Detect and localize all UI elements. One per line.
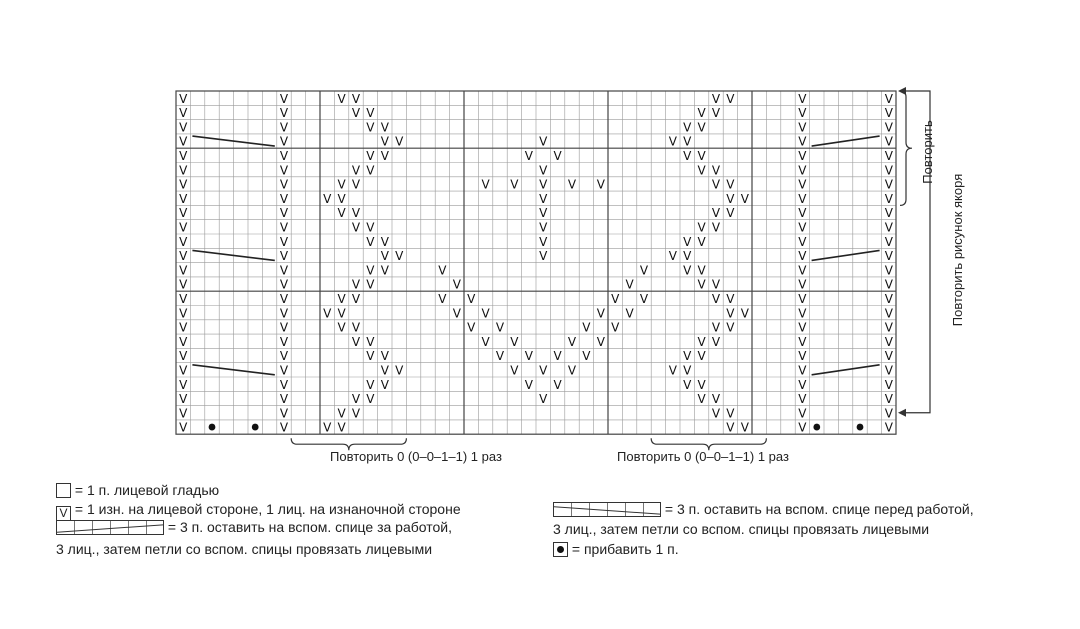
purl-symbol: V: [711, 392, 721, 407]
purl-symbol: V: [798, 420, 807, 435]
purl-symbol: V: [884, 334, 893, 349]
purl-symbol: V: [697, 234, 706, 249]
purl-symbol: V: [539, 163, 548, 178]
purl-symbol: V: [380, 263, 389, 278]
purl-symbol: V: [668, 134, 677, 149]
purl-symbol: V: [711, 320, 721, 335]
purl-symbol: V: [697, 334, 706, 349]
purl-symbol: V: [179, 406, 188, 421]
purl-symbol: V: [726, 292, 735, 306]
purl-symbol: V: [582, 320, 591, 335]
purl-symbol: V: [740, 420, 749, 435]
purl-symbol: V: [179, 120, 188, 135]
purl-symbol: V: [279, 149, 289, 163]
purl-symbol: V: [726, 406, 735, 421]
purl-symbol: V: [798, 377, 807, 392]
purl-symbol: V: [179, 363, 188, 378]
purl-symbol: V: [179, 334, 188, 349]
purl-symbol: V: [798, 220, 807, 235]
purl-symbol: V: [798, 406, 807, 421]
purl-symbol: V: [553, 377, 562, 392]
purl-symbol: V: [697, 349, 706, 364]
purl-symbol: V: [366, 392, 375, 407]
purl-symbol: V: [179, 292, 188, 306]
purl-symbol: V: [611, 320, 620, 335]
purl-symbol: V: [279, 249, 289, 264]
purl-symbol: V: [884, 234, 893, 249]
purl-symbol: V: [884, 392, 893, 407]
purl-symbol: V: [884, 206, 893, 221]
purl-symbol: V: [697, 377, 706, 392]
purl-symbol: V: [337, 406, 346, 421]
purl-symbol: V: [596, 306, 605, 321]
purl-symbol: V: [884, 220, 893, 235]
purl-symbol: V: [337, 306, 346, 321]
legend-increase-text: = прибавить 1 п.: [571, 541, 679, 557]
increase-symbol: [813, 424, 820, 431]
purl-symbol: V: [279, 106, 289, 121]
repeat-label-side-short: Повторить: [920, 120, 935, 184]
purl-symbol: V: [524, 377, 533, 392]
purl-symbol: V: [726, 191, 735, 206]
purl-symbol: V: [798, 177, 807, 192]
purl-symbol: V: [366, 220, 375, 235]
purl-symbol: V: [366, 163, 375, 178]
purl-symbol: V: [279, 134, 289, 149]
purl-symbol: V: [884, 306, 893, 321]
purl-symbol: V: [279, 363, 289, 378]
purl-symbol: V: [279, 392, 289, 407]
repeat-label-side-long: Повторить рисунок якоря: [950, 173, 965, 327]
purl-symbol: V: [179, 420, 188, 435]
purl-symbol: V: [711, 206, 721, 221]
purl-symbol: V: [481, 177, 490, 192]
purl-symbol: V: [596, 177, 605, 192]
purl-symbol: V: [366, 334, 375, 349]
purl-symbol: V: [683, 120, 692, 135]
repeat-brace-side-short: [900, 91, 912, 205]
purl-symbol: V: [668, 249, 677, 264]
purl-symbol: V: [279, 334, 289, 349]
purl-symbol: V: [351, 206, 361, 221]
purl-symbol: V: [366, 149, 375, 163]
purl-symbol: V: [179, 163, 188, 178]
purl-symbol: V: [337, 91, 346, 106]
purl-symbol: V: [279, 306, 289, 321]
purl-symbol: V: [798, 363, 807, 378]
purl-symbol: V: [711, 292, 721, 306]
purl-symbol: V: [726, 91, 735, 106]
purl-stitch-icon: V: [56, 506, 71, 521]
purl-symbol: V: [726, 177, 735, 192]
purl-symbol: V: [179, 377, 188, 392]
legend-cable-back: [56, 518, 452, 536]
purl-symbol: V: [539, 363, 548, 378]
increase-symbol: [252, 424, 259, 431]
purl-symbol: V: [611, 292, 620, 306]
purl-symbol: V: [884, 277, 893, 292]
purl-symbol: V: [697, 120, 706, 135]
purl-symbol: V: [279, 349, 289, 364]
purl-symbol: V: [510, 177, 519, 192]
purl-symbol: V: [323, 306, 332, 321]
purl-symbol: V: [711, 406, 721, 421]
purl-symbol: V: [798, 392, 807, 407]
purl-symbol: V: [279, 377, 289, 392]
purl-symbol: V: [539, 220, 548, 235]
purl-symbol: V: [351, 406, 361, 421]
cable-back-icon: [56, 520, 164, 535]
purl-symbol: V: [467, 292, 476, 306]
purl-symbol: V: [539, 134, 548, 149]
purl-symbol: V: [697, 106, 706, 121]
purl-symbol: V: [711, 91, 721, 106]
purl-symbol: V: [798, 349, 807, 364]
purl-symbol: V: [467, 320, 476, 335]
purl-symbol: V: [495, 349, 505, 364]
purl-symbol: V: [452, 277, 461, 292]
purl-symbol: V: [539, 249, 548, 264]
purl-symbol: V: [884, 91, 893, 106]
purl-symbol: V: [884, 377, 893, 392]
purl-symbol: V: [279, 292, 289, 306]
purl-symbol: V: [798, 120, 807, 135]
purl-symbol: V: [798, 249, 807, 264]
purl-symbol: V: [380, 377, 389, 392]
purl-symbol: V: [639, 292, 649, 306]
arrow-head-top: [898, 87, 906, 95]
purl-symbol: V: [625, 277, 634, 292]
purl-symbol: V: [380, 234, 389, 249]
purl-symbol: V: [380, 349, 389, 364]
purl-symbol: V: [279, 177, 289, 192]
purl-symbol: V: [711, 106, 721, 121]
purl-symbol: V: [179, 249, 188, 264]
purl-symbol: V: [567, 363, 577, 378]
purl-symbol: V: [798, 306, 807, 321]
purl-symbol: V: [798, 206, 807, 221]
legend-increase: [553, 540, 679, 558]
repeat-label-bottom-right: Повторить 0 (0–0–1–1) 1 раз: [617, 449, 789, 464]
purl-symbol: V: [798, 106, 807, 121]
legend-knit-text: = 1 п. лицевой гладью: [74, 482, 220, 498]
legend-cable-front-text-1: = 3 п. оставить на вспом. спице перед работой,: [664, 501, 974, 517]
purl-symbol: V: [884, 292, 893, 306]
purl-symbol: V: [481, 306, 490, 321]
purl-symbol: V: [567, 177, 577, 192]
purl-symbol: V: [179, 277, 188, 292]
legend-knit: [56, 481, 219, 499]
purl-symbol: V: [351, 163, 361, 178]
purl-symbol: V: [279, 320, 289, 335]
purl-symbol: V: [884, 420, 893, 435]
purl-symbol: V: [697, 149, 706, 163]
purl-symbol: V: [711, 334, 721, 349]
purl-symbol: V: [337, 320, 346, 335]
purl-symbol: V: [740, 191, 749, 206]
purl-symbol: V: [539, 234, 548, 249]
increase-symbol: [209, 424, 216, 431]
purl-symbol: V: [524, 349, 533, 364]
purl-symbol: V: [452, 306, 461, 321]
purl-symbol: V: [337, 420, 346, 435]
purl-symbol: V: [683, 234, 692, 249]
arrow-head-bottom: [898, 409, 906, 417]
purl-symbol: V: [179, 220, 188, 235]
purl-symbol: V: [884, 177, 893, 192]
purl-symbol: V: [798, 149, 807, 163]
purl-symbol: V: [179, 134, 188, 149]
purl-symbol: V: [798, 263, 807, 278]
purl-symbol: V: [697, 263, 706, 278]
increase-symbol: [857, 424, 864, 431]
purl-symbol: V: [884, 263, 893, 278]
purl-symbol: V: [798, 91, 807, 106]
purl-symbol: V: [798, 134, 807, 149]
purl-symbol: V: [510, 334, 519, 349]
purl-symbol: V: [351, 277, 361, 292]
cable-front-icon: [553, 502, 661, 517]
purl-symbol: V: [884, 120, 893, 135]
purl-symbol: V: [351, 392, 361, 407]
purl-symbol: V: [395, 134, 404, 149]
purl-symbol: V: [726, 206, 735, 221]
purl-symbol: V: [366, 234, 375, 249]
purl-symbol: V: [279, 220, 289, 235]
purl-symbol: V: [697, 163, 706, 178]
purl-symbol: V: [179, 349, 188, 364]
purl-symbol: V: [279, 420, 289, 435]
purl-symbol: V: [351, 177, 361, 192]
purl-symbol: V: [481, 334, 490, 349]
purl-symbol: V: [179, 320, 188, 335]
purl-symbol: V: [179, 91, 188, 106]
purl-symbol: V: [697, 277, 706, 292]
legend-cable-back-text-2: 3 лиц., затем петли со вспом. спицы провязать лицевыми: [56, 541, 433, 557]
purl-symbol: V: [179, 149, 188, 163]
purl-symbol: V: [884, 320, 893, 335]
purl-symbol: V: [884, 363, 893, 378]
purl-symbol: V: [553, 349, 562, 364]
purl-symbol: V: [697, 392, 706, 407]
purl-symbol: V: [668, 363, 677, 378]
repeat-label-bottom-left: Повторить 0 (0–0–1–1) 1 раз: [330, 449, 502, 464]
legend-purl-text: = 1 изн. на лицевой стороне, 1 лиц. на изнаночной стороне: [74, 501, 461, 517]
purl-symbol: V: [798, 191, 807, 206]
purl-symbol: V: [279, 206, 289, 221]
purl-symbol: V: [711, 277, 721, 292]
purl-symbol: V: [279, 406, 289, 421]
purl-symbol: V: [884, 191, 893, 206]
purl-symbol: V: [279, 234, 289, 249]
purl-symbol: V: [380, 363, 389, 378]
purl-symbol: V: [351, 220, 361, 235]
purl-symbol: V: [366, 120, 375, 135]
purl-symbol: V: [495, 320, 505, 335]
purl-symbol: V: [884, 249, 893, 264]
purl-symbol: V: [697, 220, 706, 235]
purl-symbol: V: [683, 149, 692, 163]
purl-symbol: V: [179, 206, 188, 221]
purl-symbol: V: [683, 249, 692, 264]
purl-symbol: V: [366, 349, 375, 364]
purl-symbol: V: [337, 177, 346, 192]
legend-cable-back-text-1: = 3 п. оставить на вспом. спице за работой,: [167, 519, 452, 535]
purl-symbol: V: [179, 263, 188, 278]
purl-symbol: V: [380, 120, 389, 135]
purl-symbol: V: [539, 206, 548, 221]
purl-symbol: V: [683, 377, 692, 392]
purl-symbol: V: [395, 363, 404, 378]
purl-symbol: V: [798, 277, 807, 292]
purl-symbol: V: [798, 334, 807, 349]
cable-front-line: [812, 365, 880, 375]
purl-symbol: V: [683, 134, 692, 149]
purl-symbol: V: [884, 106, 893, 121]
purl-symbol: V: [639, 263, 649, 278]
purl-symbol: V: [179, 392, 188, 407]
purl-symbol: V: [726, 320, 735, 335]
purl-symbol: V: [179, 234, 188, 249]
purl-symbol: V: [179, 306, 188, 321]
purl-symbol: V: [380, 134, 389, 149]
purl-symbol: V: [438, 292, 447, 306]
knit-stitch-icon: [56, 483, 71, 498]
purl-symbol: V: [380, 249, 389, 264]
purl-symbol: V: [884, 163, 893, 178]
purl-symbol: V: [351, 91, 361, 106]
purl-symbol: V: [553, 149, 562, 163]
purl-symbol: V: [351, 106, 361, 121]
purl-symbol: V: [539, 392, 548, 407]
purl-symbol: V: [337, 206, 346, 221]
purl-symbol: V: [351, 320, 361, 335]
purl-symbol: V: [323, 191, 332, 206]
purl-symbol: V: [798, 320, 807, 335]
cable-front-line: [812, 250, 880, 260]
purl-symbol: V: [366, 377, 375, 392]
legend-cable-front-text-2: 3 лиц., затем петли со вспом. спицы провязать лицевыми: [553, 521, 930, 537]
purl-symbol: V: [625, 306, 634, 321]
purl-symbol: V: [179, 191, 188, 206]
purl-symbol: V: [380, 149, 389, 163]
purl-symbol: V: [279, 277, 289, 292]
purl-symbol: V: [726, 420, 735, 435]
purl-symbol: V: [279, 163, 289, 178]
purl-symbol: V: [337, 292, 346, 306]
purl-symbol: V: [582, 349, 591, 364]
purl-symbol: V: [366, 277, 375, 292]
purl-symbol: V: [279, 263, 289, 278]
legend-cable-front: [553, 500, 974, 518]
purl-symbol: V: [711, 177, 721, 192]
purl-symbol: V: [726, 306, 735, 321]
legend-cable-front-cont: [553, 520, 929, 538]
purl-symbol: V: [798, 292, 807, 306]
purl-symbol: V: [884, 134, 893, 149]
purl-symbol: V: [711, 163, 721, 178]
purl-symbol: V: [884, 149, 893, 163]
purl-symbol: V: [351, 334, 361, 349]
purl-symbol: V: [438, 263, 447, 278]
purl-symbol: V: [279, 191, 289, 206]
purl-symbol: V: [323, 420, 332, 435]
purl-symbol: V: [567, 334, 577, 349]
purl-symbol: V: [798, 234, 807, 249]
purl-symbol: V: [884, 349, 893, 364]
purl-symbol: V: [351, 292, 361, 306]
purl-symbol: V: [596, 334, 605, 349]
purl-symbol: V: [337, 191, 346, 206]
purl-symbol: V: [711, 220, 721, 235]
purl-symbol: V: [683, 363, 692, 378]
purl-symbol: V: [539, 177, 548, 192]
purl-symbol: V: [179, 177, 188, 192]
purl-symbol: V: [524, 149, 533, 163]
purl-symbol: V: [279, 120, 289, 135]
purl-symbol: V: [884, 406, 893, 421]
purl-symbol: V: [366, 263, 375, 278]
purl-symbol: V: [279, 91, 289, 106]
purl-symbol: V: [683, 349, 692, 364]
purl-symbol: V: [740, 306, 749, 321]
purl-symbol: V: [366, 106, 375, 121]
purl-symbol: V: [179, 106, 188, 121]
purl-symbol: V: [395, 249, 404, 264]
chart-symbols: [179, 92, 894, 435]
legend-cable-back-cont: [56, 540, 432, 558]
purl-symbol: V: [510, 363, 519, 378]
increase-dot-icon: [553, 542, 568, 557]
purl-symbol: V: [539, 191, 548, 206]
purl-symbol: V: [683, 263, 692, 278]
cable-front-line: [812, 136, 880, 146]
purl-symbol: V: [798, 163, 807, 178]
